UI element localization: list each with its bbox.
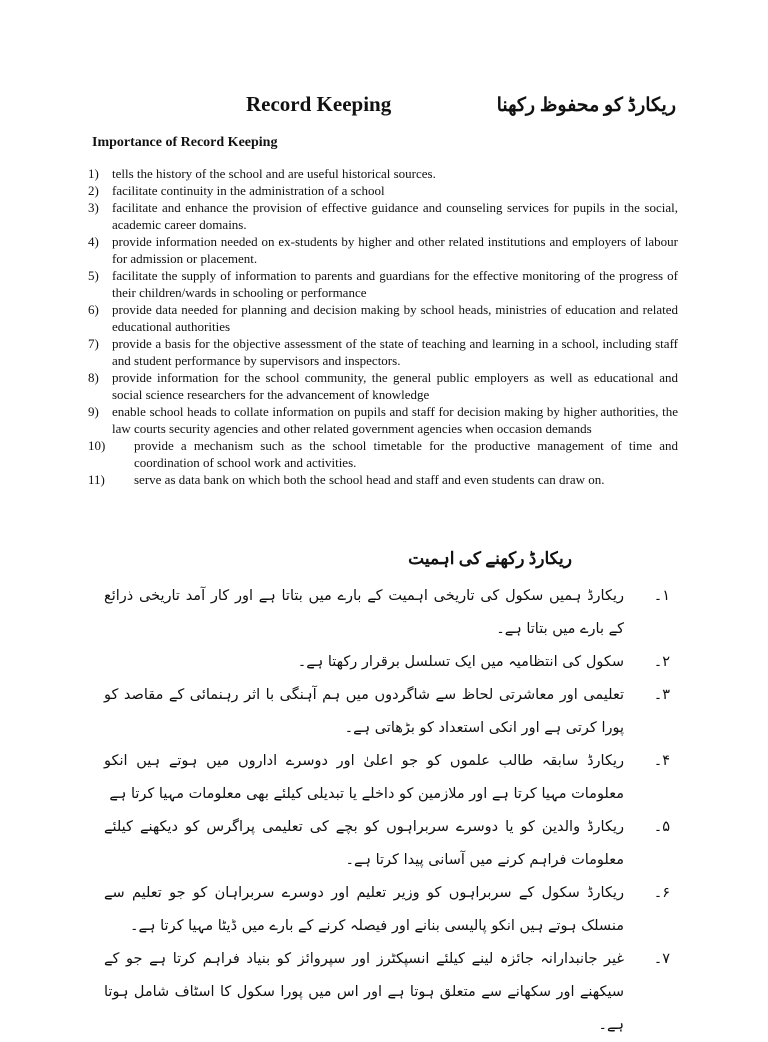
urdu-list-item — [104, 580, 670, 646]
list-item — [88, 165, 678, 182]
list-item-text: facilitate the supply of information to parents and guardians for the effective monitoring of the progress of their children/wards in schooling or performance — [112, 268, 678, 300]
list-item-number: 1) — [88, 166, 99, 181]
list-item — [88, 403, 678, 437]
list-item — [88, 471, 678, 488]
list-item-text: provide data needed for planning and decision making by school heads, ministries of education and related educational authorities — [112, 302, 678, 334]
list-item-number: 11) — [88, 472, 105, 487]
list-item-number: 8) — [88, 370, 99, 385]
urdu-section-heading: ریکارڈ رکھنے کی اہمیت — [408, 549, 572, 568]
urdu-list-item-text: غیر جانبدارانہ جائزہ لینے کیلئے انسپکٹرز اور سپروائز کو بنیاد فراہم کرتا ہے جو کے سیکھنے اور سکھانے سے متعلق ہوتا ہے اور اس میں پورا سکول کا اسٹاف شامل ہوتا ہے۔ — [104, 951, 624, 1033]
page-title: Record Keeping — [246, 92, 392, 116]
list-item-text: provide a basis for the objective assessment of the state of teaching and learning in a school, including staff and student performance by supervisors and inspectors. — [112, 336, 678, 368]
list-item-text: facilitate continuity in the administration of a school — [112, 183, 385, 198]
urdu-list-item-number: ۱۔ — [653, 588, 670, 604]
urdu-list-item-number: ۵۔ — [653, 819, 670, 835]
list-item-number: 6) — [88, 302, 99, 317]
urdu-list-item — [104, 943, 670, 1042]
list-item-text: tells the history of the school and are useful historical sources. — [112, 166, 436, 181]
list-item-text: serve as data bank on which both the school head and staff and even students can draw on. — [134, 472, 605, 487]
urdu-list-item — [104, 811, 670, 877]
list-item — [88, 335, 678, 369]
list-item-text: enable school heads to collate information on pupils and staff for decision making by higher authorities, the law courts security agencies and other related government agencies when occasion demands — [112, 404, 678, 436]
title-row — [0, 92, 768, 122]
urdu-list-item-number: ۴۔ — [653, 753, 670, 769]
urdu-list-item-number: ۶۔ — [653, 885, 670, 901]
urdu-list-item — [104, 646, 670, 679]
urdu-list-item — [104, 877, 670, 943]
urdu-list-item-text: ریکارڈ سکول کے سربراہوں کو وزیر تعلیم اور دوسرے سربراہان کو جو تعلیم سے منسلک ہوتے ہیں انکو پالیسی بنانے اور فیصلہ کرنے کے بارے میں ڈیٹا مہیا کرتا ہے۔ — [104, 885, 624, 934]
list-item-number: 5) — [88, 268, 99, 283]
list-item-number: 10) — [88, 438, 106, 453]
list-item-text: provide information for the school community, the general public employers as well as educational and social science researchers for the advancement of knowledge — [112, 370, 678, 402]
list-item — [88, 301, 678, 335]
list-item — [88, 267, 678, 301]
list-item-text: provide a mechanism such as the school timetable for the productive management of time and coordination of school work and activities. — [134, 438, 678, 470]
urdu-list-item — [104, 679, 670, 745]
list-item — [88, 233, 678, 267]
urdu-list-item-text: تعلیمی اور معاشرتی لحاظ سے شاگردوں میں ہم آہنگی با اثر رہنمائی کے مقاصد کو پورا کرتی ہے اور انکی استعداد کو بڑھاتی ہے۔ — [104, 687, 624, 736]
urdu-list-item-number: ۷۔ — [653, 951, 670, 967]
urdu-list-item-number: ۳۔ — [653, 687, 670, 703]
list-item-text: facilitate and enhance the provision of effective guidance and counseling services for pupils in the social, academic career domains. — [112, 200, 678, 232]
list-item — [88, 437, 678, 471]
page-title-urdu: ریکارڈ کو محفوظ رکھنا — [496, 95, 676, 116]
list-item-number: 3) — [88, 200, 99, 215]
urdu-list-item-text: ریکارڈ ہمیں سکول کی تاریخی اہمیت کے بارے میں بتاتا ہے اور کار آمد تاریخی ذرائع کے بارے میں بتاتا ہے۔ — [104, 588, 624, 637]
list-item — [88, 199, 678, 233]
urdu-list-item-number: ۲۔ — [653, 654, 670, 670]
urdu-list-item-text: ریکارڈ والدین کو یا دوسرے سربراہوں کو بچے کی تعلیمی پراگرس کو دیکھنے کیلئے معلومات فراہم کرنے میں آسانی پیدا کرتا ہے۔ — [104, 819, 624, 868]
list-item-number: 9) — [88, 404, 99, 419]
list-item — [88, 182, 678, 199]
urdu-importance-list — [104, 580, 670, 1042]
list-item-number: 4) — [88, 234, 99, 249]
list-item-number: 7) — [88, 336, 99, 351]
list-item — [88, 369, 678, 403]
list-item-text: provide information needed on ex-students by higher and other related institutions and employers of labour for admission or placement. — [112, 234, 678, 266]
importance-list — [88, 165, 678, 488]
list-item-number: 2) — [88, 183, 99, 198]
section-heading: Importance of Record Keeping — [92, 135, 278, 150]
urdu-list-item — [104, 745, 670, 811]
urdu-list-item-text: سکول کی انتظامیہ میں ایک تسلسل برقرار رکھتا ہے۔ — [297, 654, 624, 670]
urdu-list-item-text: ریکارڈ سابقہ طالب علموں کو جو اعلیٰ اور دوسرے اداروں میں ہوتے ہیں انکو معلومات مہیا کرتا ہے اور ملازمین کو داخلے یا تبدیلی کیلئے بھی معلومات مہیا کرتا ہے — [104, 753, 624, 802]
